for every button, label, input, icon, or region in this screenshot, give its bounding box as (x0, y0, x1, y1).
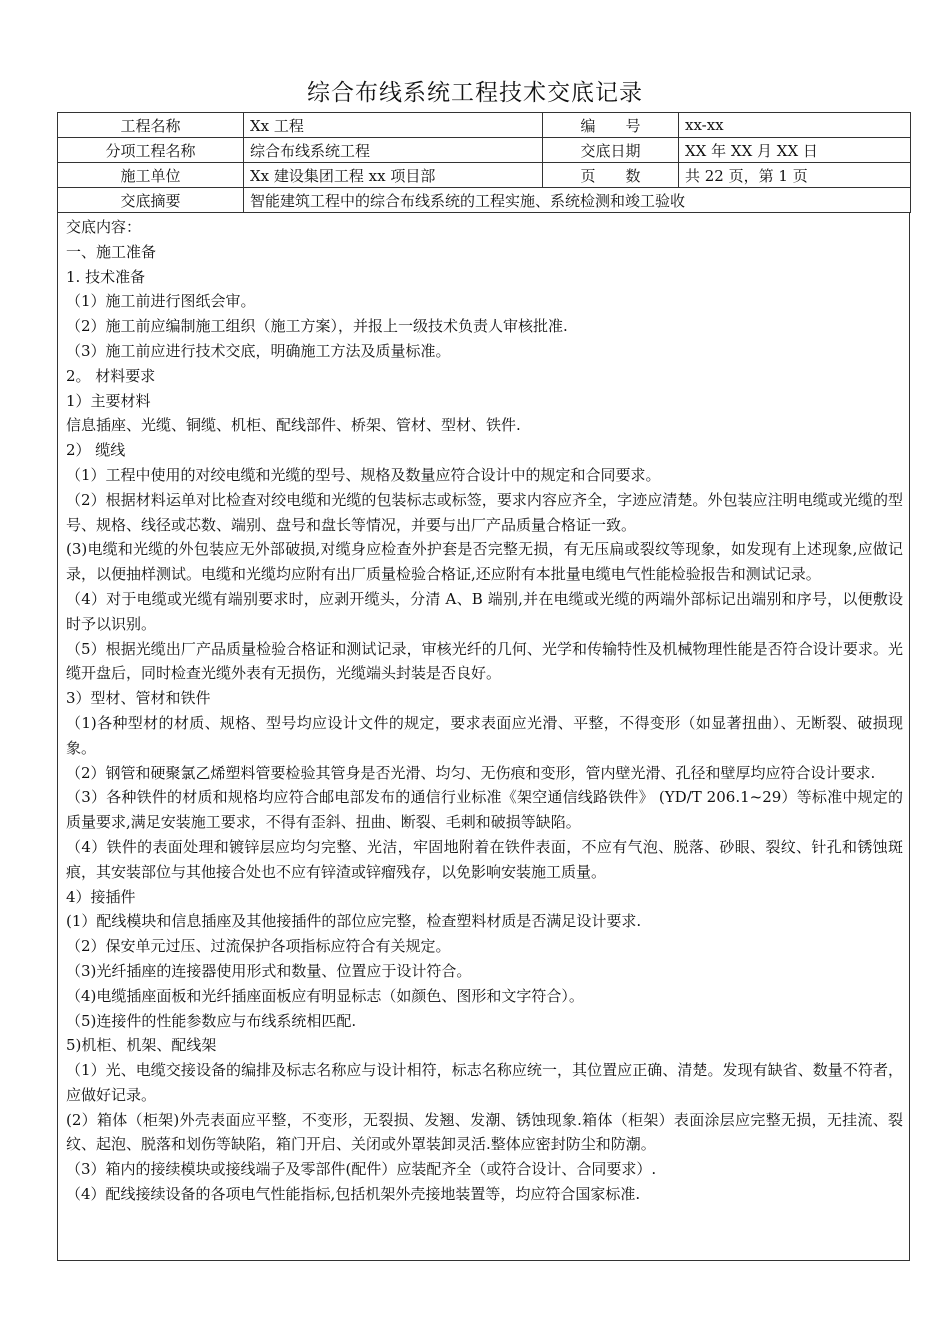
content-box (57, 213, 910, 1261)
pages-value: 共 22 页，第 1 页 (679, 163, 911, 188)
content-paragraph: 4）接插件 (66, 887, 136, 906)
content-paragraph: （2）钢管和硬聚氯乙烯塑料管要检验其管身是否光滑、均匀、无伤痕和变形，管内壁光滑、孔径和壁厚均应符合设计要求. (66, 763, 876, 782)
header-table (57, 112, 911, 213)
content-paragraph: 1）主要材料 (66, 391, 151, 410)
summary-value: 智能建筑工程中的综合布线系统的工程实施、系统检测和竣工验收 (244, 188, 911, 213)
content-paragraph: 3）型材、管材和铁件 (66, 689, 211, 708)
content-paragraph: (3)电缆和光缆的外包装应无外部破损,对缆身应检查外护套是否完整无损，有无压扁或裂纹等现象，如发现有上述现象,应做记录，以便抽样测试。电缆和光缆均应附有出厂质量检验合格证,还应附有本批量电缆电气性能检验报告和测试记录。 (66, 540, 903, 584)
content-paragraph: （4）铁件的表面处理和镀锌层应均匀完整、光洁，牢固地附着在铁件表面，不应有气泡、脱落、砂眼、裂纹、针孔和锈蚀斑痕，其安装部位与其他接合处也不应有锌渣或锌瘤残存，以免影响安装施工质量。 (66, 837, 903, 881)
table-row (58, 113, 911, 138)
content-paragraph: 2。 材料要求 (66, 366, 156, 385)
content-paragraph: （2）保安单元过压、过流保护各项指标应符合有关规定。 (66, 937, 451, 956)
content-paragraph: （3)光纤插座的连接器使用形式和数量、位置应于设计符合。 (66, 961, 472, 980)
content-paragraph: （3）箱内的接续模块或接线端子及零部件(配件）应装配齐全（或符合设计、合同要求）. (66, 1160, 657, 1179)
sub-project-value: 综合布线系统工程 (244, 138, 543, 163)
content-paragraph: 5)机柜、机架、配线架 (66, 1036, 217, 1055)
date-label: 交底日期 (543, 138, 679, 163)
content-paragraph: 一、施工准备 (66, 242, 157, 261)
number-label: 编 号 (543, 113, 679, 138)
content-paragraph: (2）箱体（柜架)外壳表面应平整，不变形，无裂损、发翘、发潮、锈蚀现象.箱体（柜架）表面涂层应完整无损，无挂流、裂纹、起泡、脱落和划伤等缺陷，箱门开启、关闭或外罩装卸灵活.整体应密封防尘和防潮。 (66, 1110, 903, 1154)
unit-label: 施工单位 (58, 163, 244, 188)
project-name-label: 工程名称 (58, 113, 244, 138)
content-paragraph: （2）根据材料运单对比检查对绞电缆和光缆的包装标志或标签，要求内容应齐全，字迹应清楚。外包装应注明电缆或光缆的型号、规格、线径或芯数、端别、盘号和盘长等情况，并要与出厂产品质量合格证一致。 (66, 490, 903, 534)
content-paragraph: (1）配线模块和信息插座及其他接插件的部位应完整，检查塑料材质是否满足设计要求. (66, 912, 642, 931)
table-row (58, 163, 911, 188)
content-paragraph: （3）各种铁件的材质和规格均应符合邮电部发布的通信行业标准《架空通信线路铁件》 (YD/T 206.1~29）等标准中规定的质量要求,满足安装施工要求，不得有歪斜、扭曲、断裂、毛刺和破损等缺陷。 (66, 788, 903, 832)
content-paragraph: （4）对于电缆或光缆有端别要求时，应剥开缆头，分清 A、B 端别,并在电缆或光缆的两端外部标记出端别和序号，以便敷设时予以识别。 (66, 589, 903, 633)
content-paragraph: （4）配线接续设备的各项电气性能指标,包括机架外壳接地装置等，均应符合国家标准. (66, 1185, 641, 1204)
content-paragraph: 1. 技术准备 (66, 267, 146, 286)
content-paragraph: （4)电缆插座面板和光纤插座面板应有明显标志（如颜色、图形和文字符合）。 (66, 986, 584, 1005)
content-body (58, 213, 909, 1207)
table-row (58, 188, 911, 213)
content-paragraph: 交底内容： (66, 218, 142, 236)
sub-project-label: 分项工程名称 (58, 138, 244, 163)
project-name-value: Xx 工程 (244, 113, 543, 138)
content-paragraph: 信息插座、光缆、铜缆、机柜、配线部件、桥架、管材、型材、铁件. (66, 416, 521, 435)
content-paragraph: 2） 缆线 (66, 441, 126, 460)
content-paragraph: （1）施工前进行图纸会审。 (66, 292, 256, 311)
content-paragraph: （5）根据光缆出厂产品质量检验合格证和测试记录，审核光纤的几何、光学和传输特性及机械物理性能是否符合设计要求。光缆开盘后，同时检查光缆外表有无损伤，光缆端头封装是否良好。 (66, 639, 903, 683)
content-paragraph: （2）施工前应编制施工组织（施工方案），并报上一级技术负责人审核批准. (66, 317, 568, 336)
unit-value: Xx 建设集团工程 xx 项目部 (244, 163, 543, 188)
content-paragraph: （1)各种型材的材质、规格、型号均应设计文件的规定，要求表面应光滑、平整，不得变形（如显著扭曲）、无断裂、破损现象。 (66, 713, 903, 757)
date-value: XX 年 XX 月 XX 日 (679, 138, 911, 163)
content-paragraph: （1）工程中使用的对绞电缆和光缆的型号、规格及数量应符合设计中的规定和合同要求。 (66, 465, 661, 484)
pages-label: 页 数 (543, 163, 679, 188)
content-paragraph: （5)连接件的性能参数应与布线系统相匹配. (66, 1011, 357, 1030)
content-paragraph: （1）光、电缆交接设备的编排及标志名称应与设计相符，标志名称应统一，其位置应正确、清楚。发现有缺省、数量不符者，应做好记录。 (66, 1061, 903, 1104)
content-paragraph: （3）施工前应进行技术交底，明确施工方法及质量标准。 (66, 341, 451, 360)
summary-label: 交底摘要 (58, 188, 244, 213)
number-value: xx-xx (679, 113, 911, 138)
table-row (58, 138, 911, 163)
page-title: 综合布线系统工程技术交底记录 (307, 80, 643, 106)
